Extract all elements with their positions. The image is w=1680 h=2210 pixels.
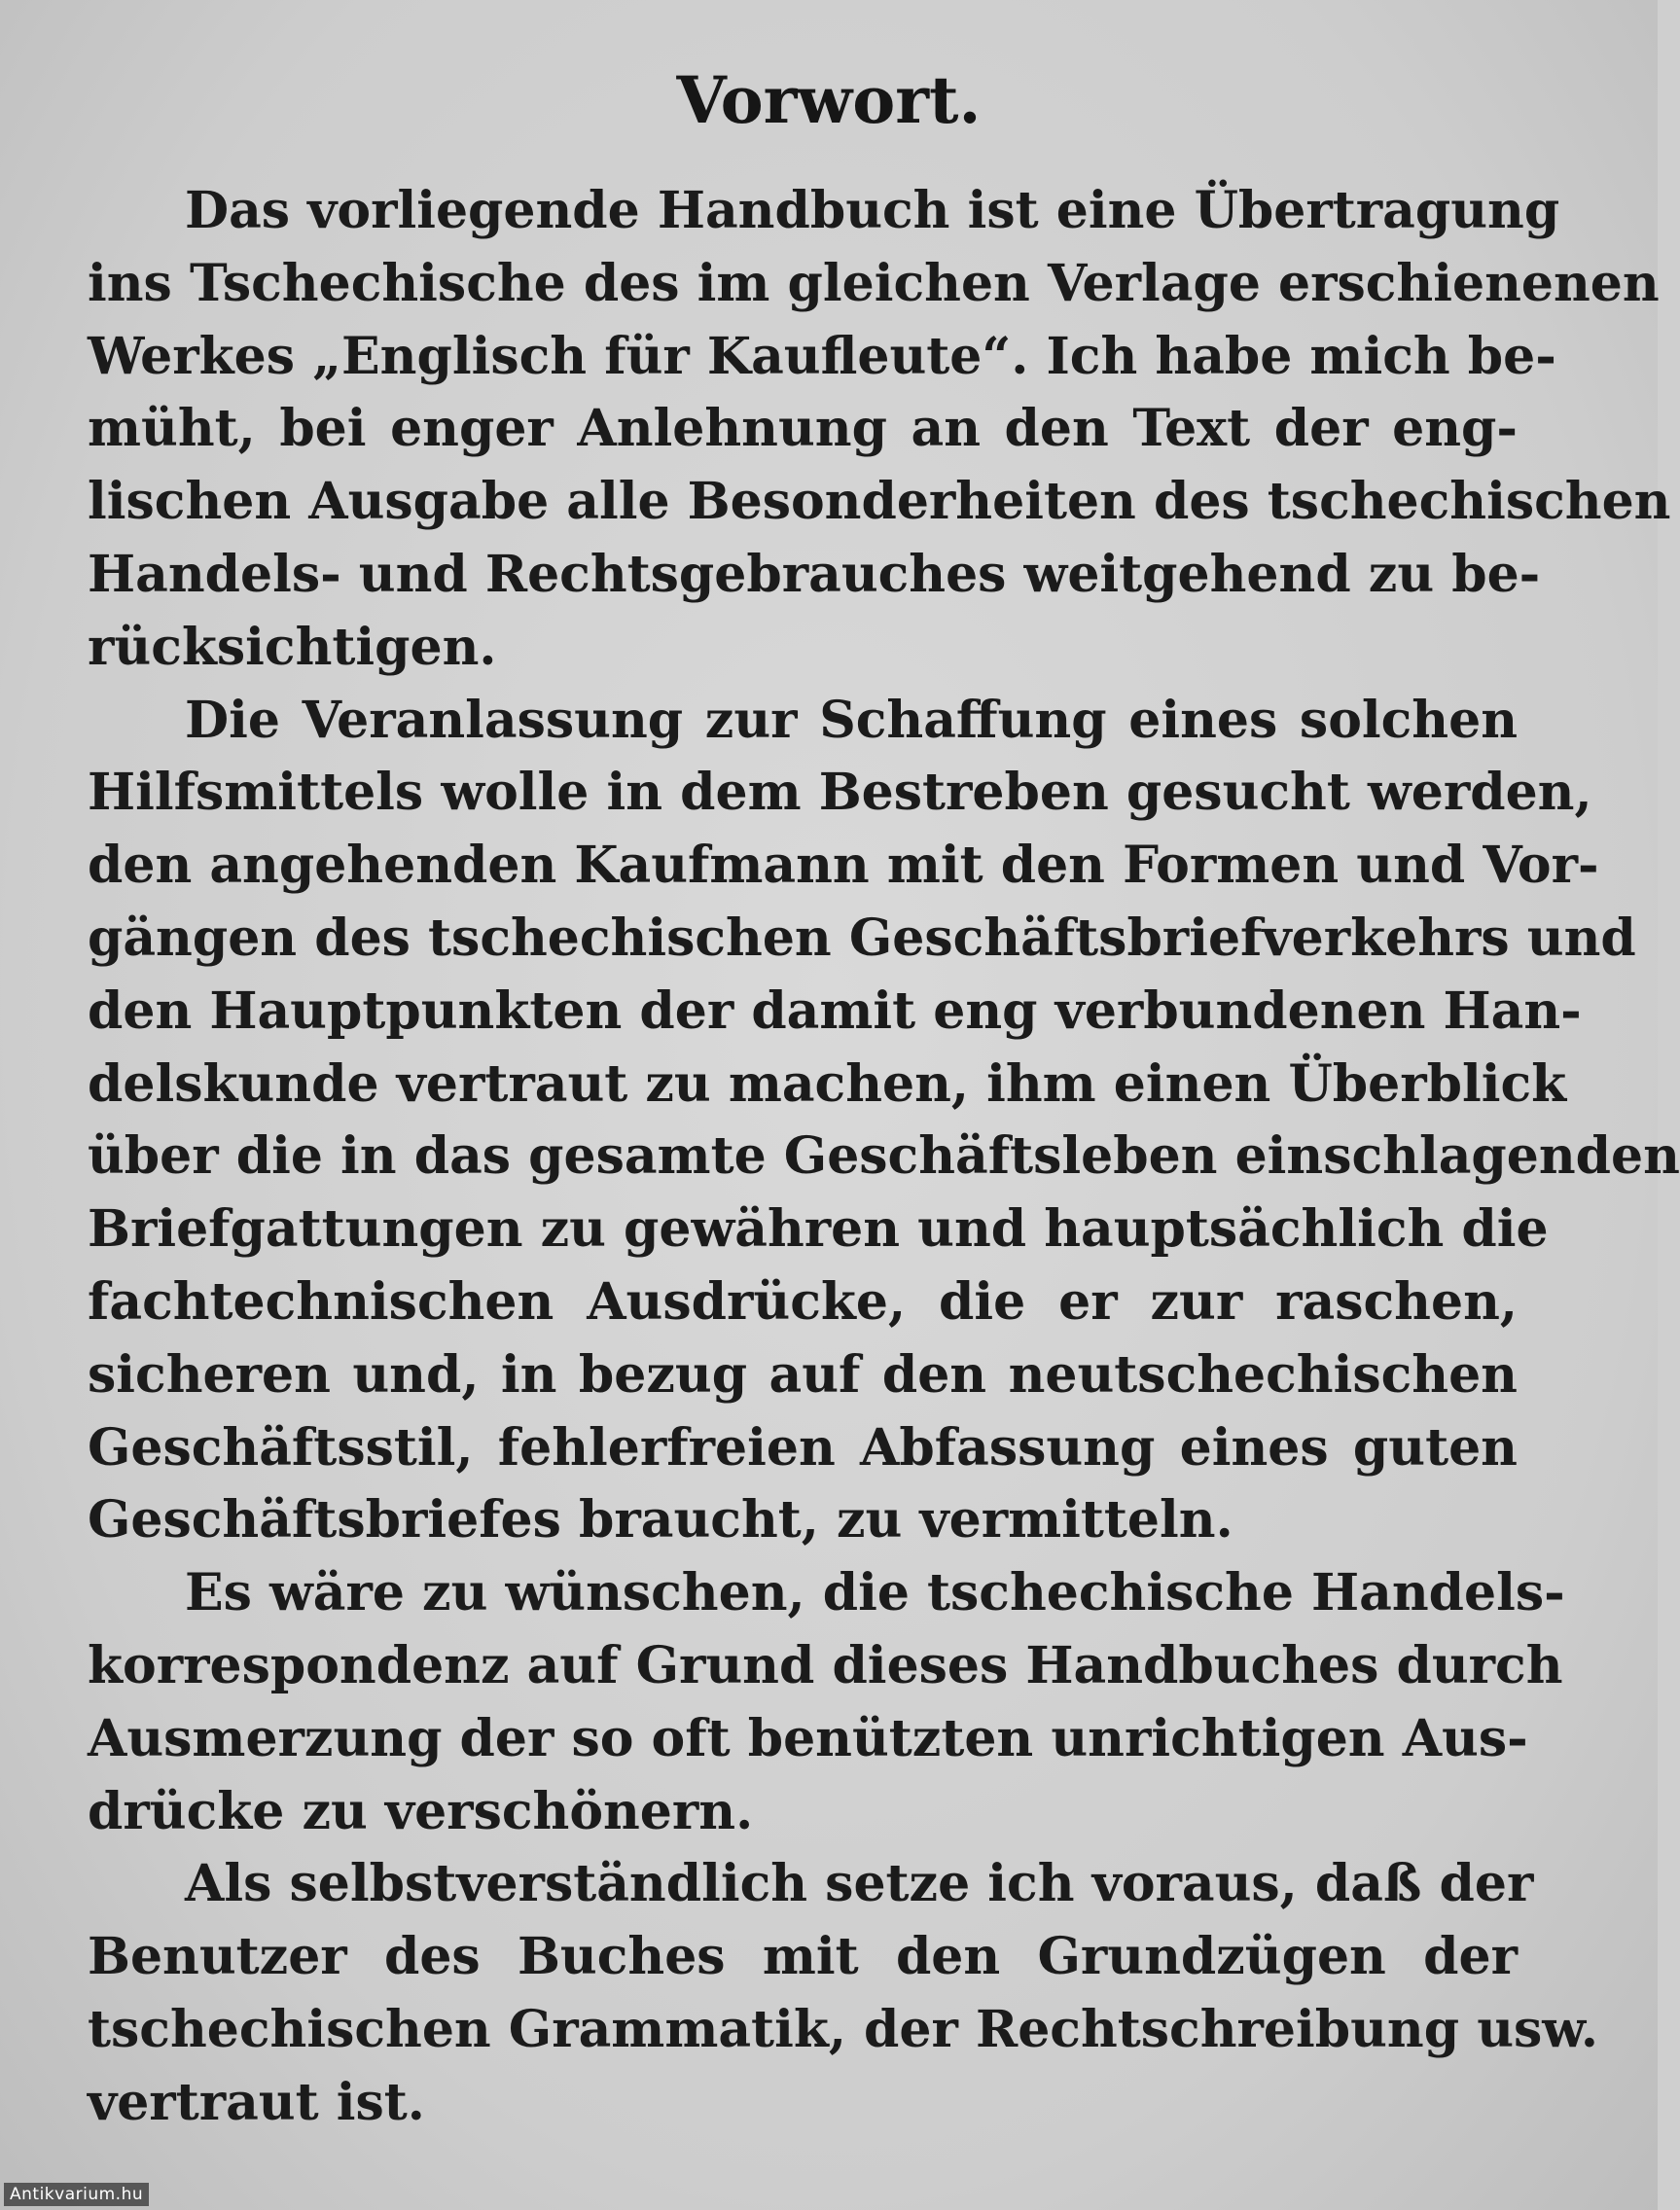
text-line: müht, bei enger Anlehnung an den Text der eng-: [88, 399, 1518, 459]
text-line: tschechischen Grammatik, der Rechtschreibung usw.: [88, 1999, 1598, 2059]
text-line: vertraut ist.: [88, 2072, 425, 2132]
paragraph-1: [88, 175, 1671, 685]
text-line: lischen Ausgabe alle Besonderheiten des tschechischen: [88, 472, 1671, 532]
text-line: rücksichtigen.: [88, 617, 497, 677]
text-line: delskunde vertraut zu machen, ihm einen Überblick: [88, 1053, 1567, 1114]
paragraph-2: [88, 685, 1680, 1558]
text-line: Geschäftsstil, fehlerfreien Abfassung eines guten: [88, 1417, 1518, 1478]
watermark: Antikvarium.hu: [4, 2183, 149, 2206]
text-line: gängen des tschechischen Geschäftsbriefverkehrs und: [88, 908, 1636, 968]
text-line: Ausmerzung der so oft benützten unrichtigen Aus-: [88, 1708, 1528, 1768]
text-line: fachtechnischen Ausdrücke, die er zur raschen,: [88, 1271, 1518, 1332]
text-line: ins Tschechische des im gleichen Verlage erschienenen: [88, 253, 1660, 313]
text-line: Die Veranlassung zur Schaffung eines solchen: [185, 690, 1518, 750]
text-line: Benutzer des Buches mit den Grundzügen der: [88, 1927, 1518, 1987]
text-line: Werkes „Englisch für Kaufleute“. Ich habe mich be-: [88, 326, 1556, 386]
text-line: Briefgattungen zu gewähren und hauptsächlich die: [88, 1199, 1549, 1260]
text-line: Handels- und Rechtsgebrauches weitgehend zu be-: [88, 544, 1541, 604]
text-line: Hilfsmittels wolle in dem Bestreben gesucht werden,: [88, 763, 1592, 823]
text-line: den Hauptpunkten der damit eng verbundenen Han-: [88, 980, 1582, 1041]
text-line: drücke zu verschönern.: [88, 1781, 754, 1841]
text-line: über die in das gesamte Geschäftsleben einschlagenden: [88, 1126, 1680, 1187]
text-line: Es wäre zu wünschen, die tschechische Handels-: [185, 1563, 1565, 1623]
paragraph-4: [88, 1848, 1598, 2139]
preface-text: [88, 175, 1680, 2140]
text-line: Geschäftsbriefes braucht, zu vermitteln.: [88, 1490, 1233, 1551]
text-line: sicheren und, in bezug auf den neutschechischen: [88, 1344, 1518, 1405]
text-line: korrespondenz auf Grund dieses Handbuches durch: [88, 1635, 1563, 1695]
text-line: Das vorliegende Handbuch ist eine Übertragung: [185, 181, 1560, 240]
text-line: den angehenden Kaufmann mit den Formen und Vor-: [88, 836, 1599, 896]
page-title: Vorwort.: [676, 62, 982, 138]
paragraph-3: [88, 1557, 1565, 1848]
text-line: Als selbstverständlich setze ich voraus, daß der: [185, 1854, 1534, 1914]
